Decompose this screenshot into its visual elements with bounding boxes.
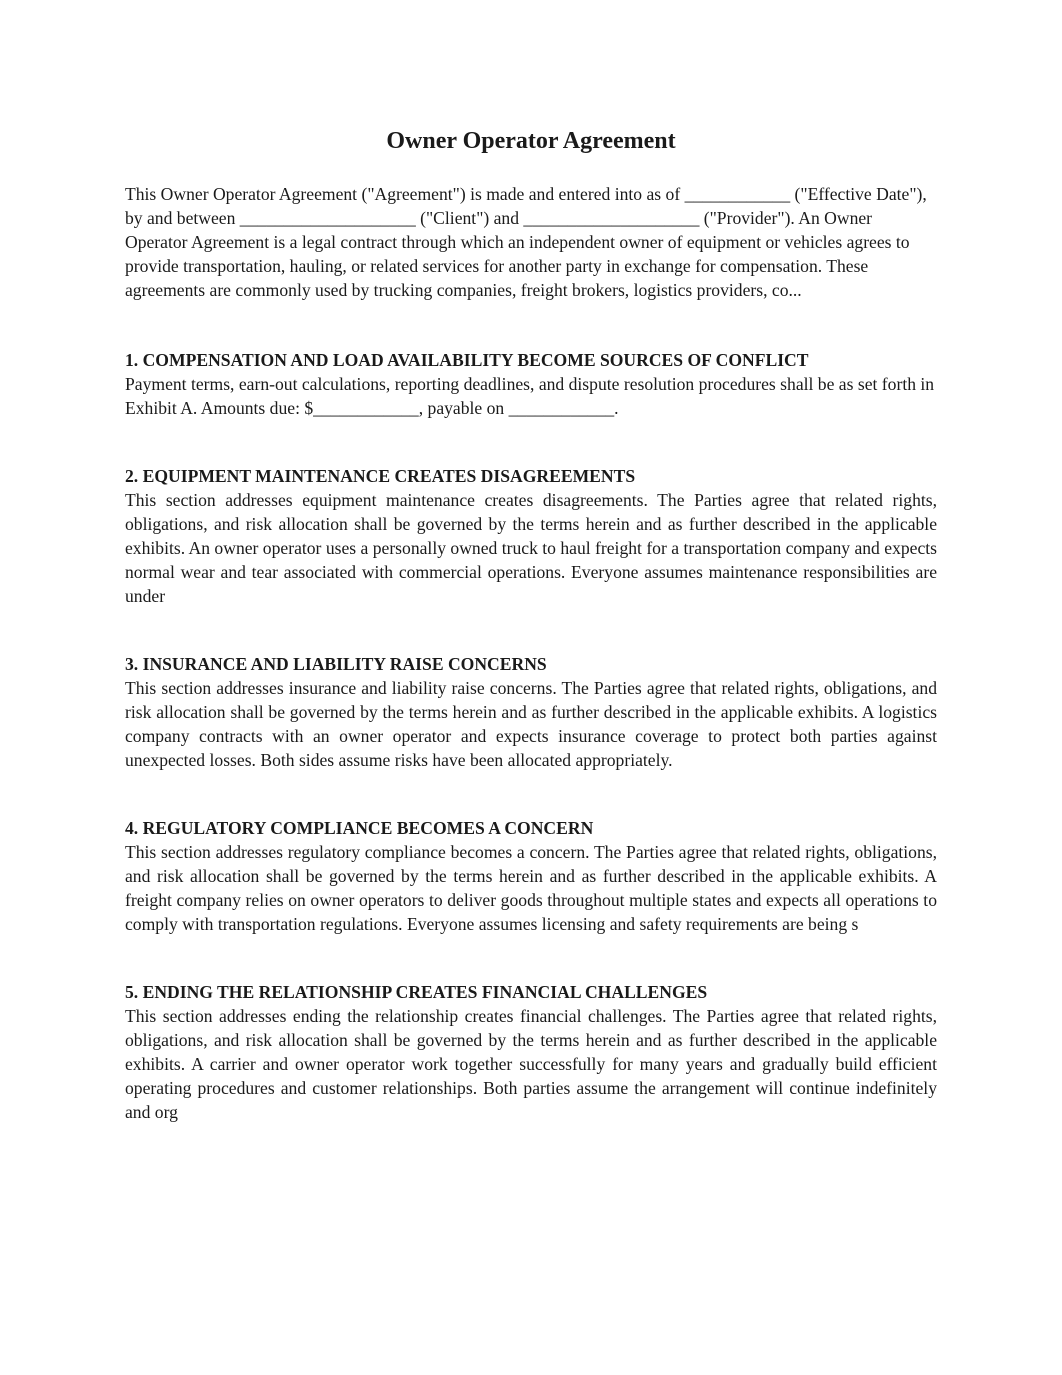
section-body: This section addresses regulatory compliance becomes a concern. The Parties agree that related rights, obligations, and risk allocation shall be governed by the terms herein and as further described in the applicable exhibits. A freight company relies on owner operators to deliver goods throughout multiple states and expects all operations to comply with transportation regulations. Everyone assumes licensing and safety requirements are being s [125,842,937,934]
document-title: Owner Operator Agreement [386,128,676,154]
section-3 [125,652,937,772]
section-4 [125,816,937,936]
section-body: This section addresses insurance and liability raise concerns. The Parties agree that related rights, obligations, and risk allocation shall be governed by the terms herein and as further described in the applicable exhibits. A logistics company contracts with an owner operator and expects insurance coverage to protect both parties against unexpected losses. Both sides assume risks have been allocated appropriately. [125,678,937,770]
section-1 [125,348,937,420]
section-heading: 5. ENDING THE RELATIONSHIP CREATES FINANCIAL CHALLENGES [125,982,708,1002]
section-body: This section addresses ending the relationship creates financial challenges. The Parties agree that related rights, obligations, and risk allocation shall be governed by the terms herein and as further described in the applicable exhibits. A carrier and owner operator work together successfully for many years and gradually build efficient operating procedures and customer relationships. Both parties assume the arrangement will continue indefinitely and org [125,1006,937,1122]
section-2 [125,464,937,608]
section-heading: 2. EQUIPMENT MAINTENANCE CREATES DISAGREEMENTS [125,466,636,486]
section-heading: 1. COMPENSATION AND LOAD AVAILABILITY BECOME SOURCES OF CONFLICT [125,350,809,370]
section-5 [125,980,937,1124]
section-body: This section addresses equipment maintenance creates disagreements. The Parties agree that related rights, obligations, and risk allocation shall be governed by the terms herein and as further described in the applicable exhibits. An owner operator uses a personally owned truck to haul freight for a transportation company and expects normal wear and tear associated with commercial operations. Everyone assumes maintenance responsibilities are under [125,490,938,606]
document-page [125,126,937,1124]
section-heading: 4. REGULATORY COMPLIANCE BECOMES A CONCERN [125,818,594,838]
intro-paragraph: This Owner Operator Agreement ("Agreement") is made and entered into as of ____________ ("Effective Date"), by and between ____________________ ("Client") and ____________________ ("Provider"). An Owner Operator Agreement is a legal contract through which an independent owner of equipment or vehicles agrees to provide transportation, hauling, or related services for another party in exchange for compensation. These agreements are commonly used by trucking companies, freight brokers, logistics providers, co... [125,184,927,300]
section-heading: 3. INSURANCE AND LIABILITY RAISE CONCERNS [125,654,547,674]
section-body: Payment terms, earn-out calculations, reporting deadlines, and dispute resolution procedures shall be as set forth in Exhibit A. Amounts due: $____________, payable on ____________. [125,374,935,418]
